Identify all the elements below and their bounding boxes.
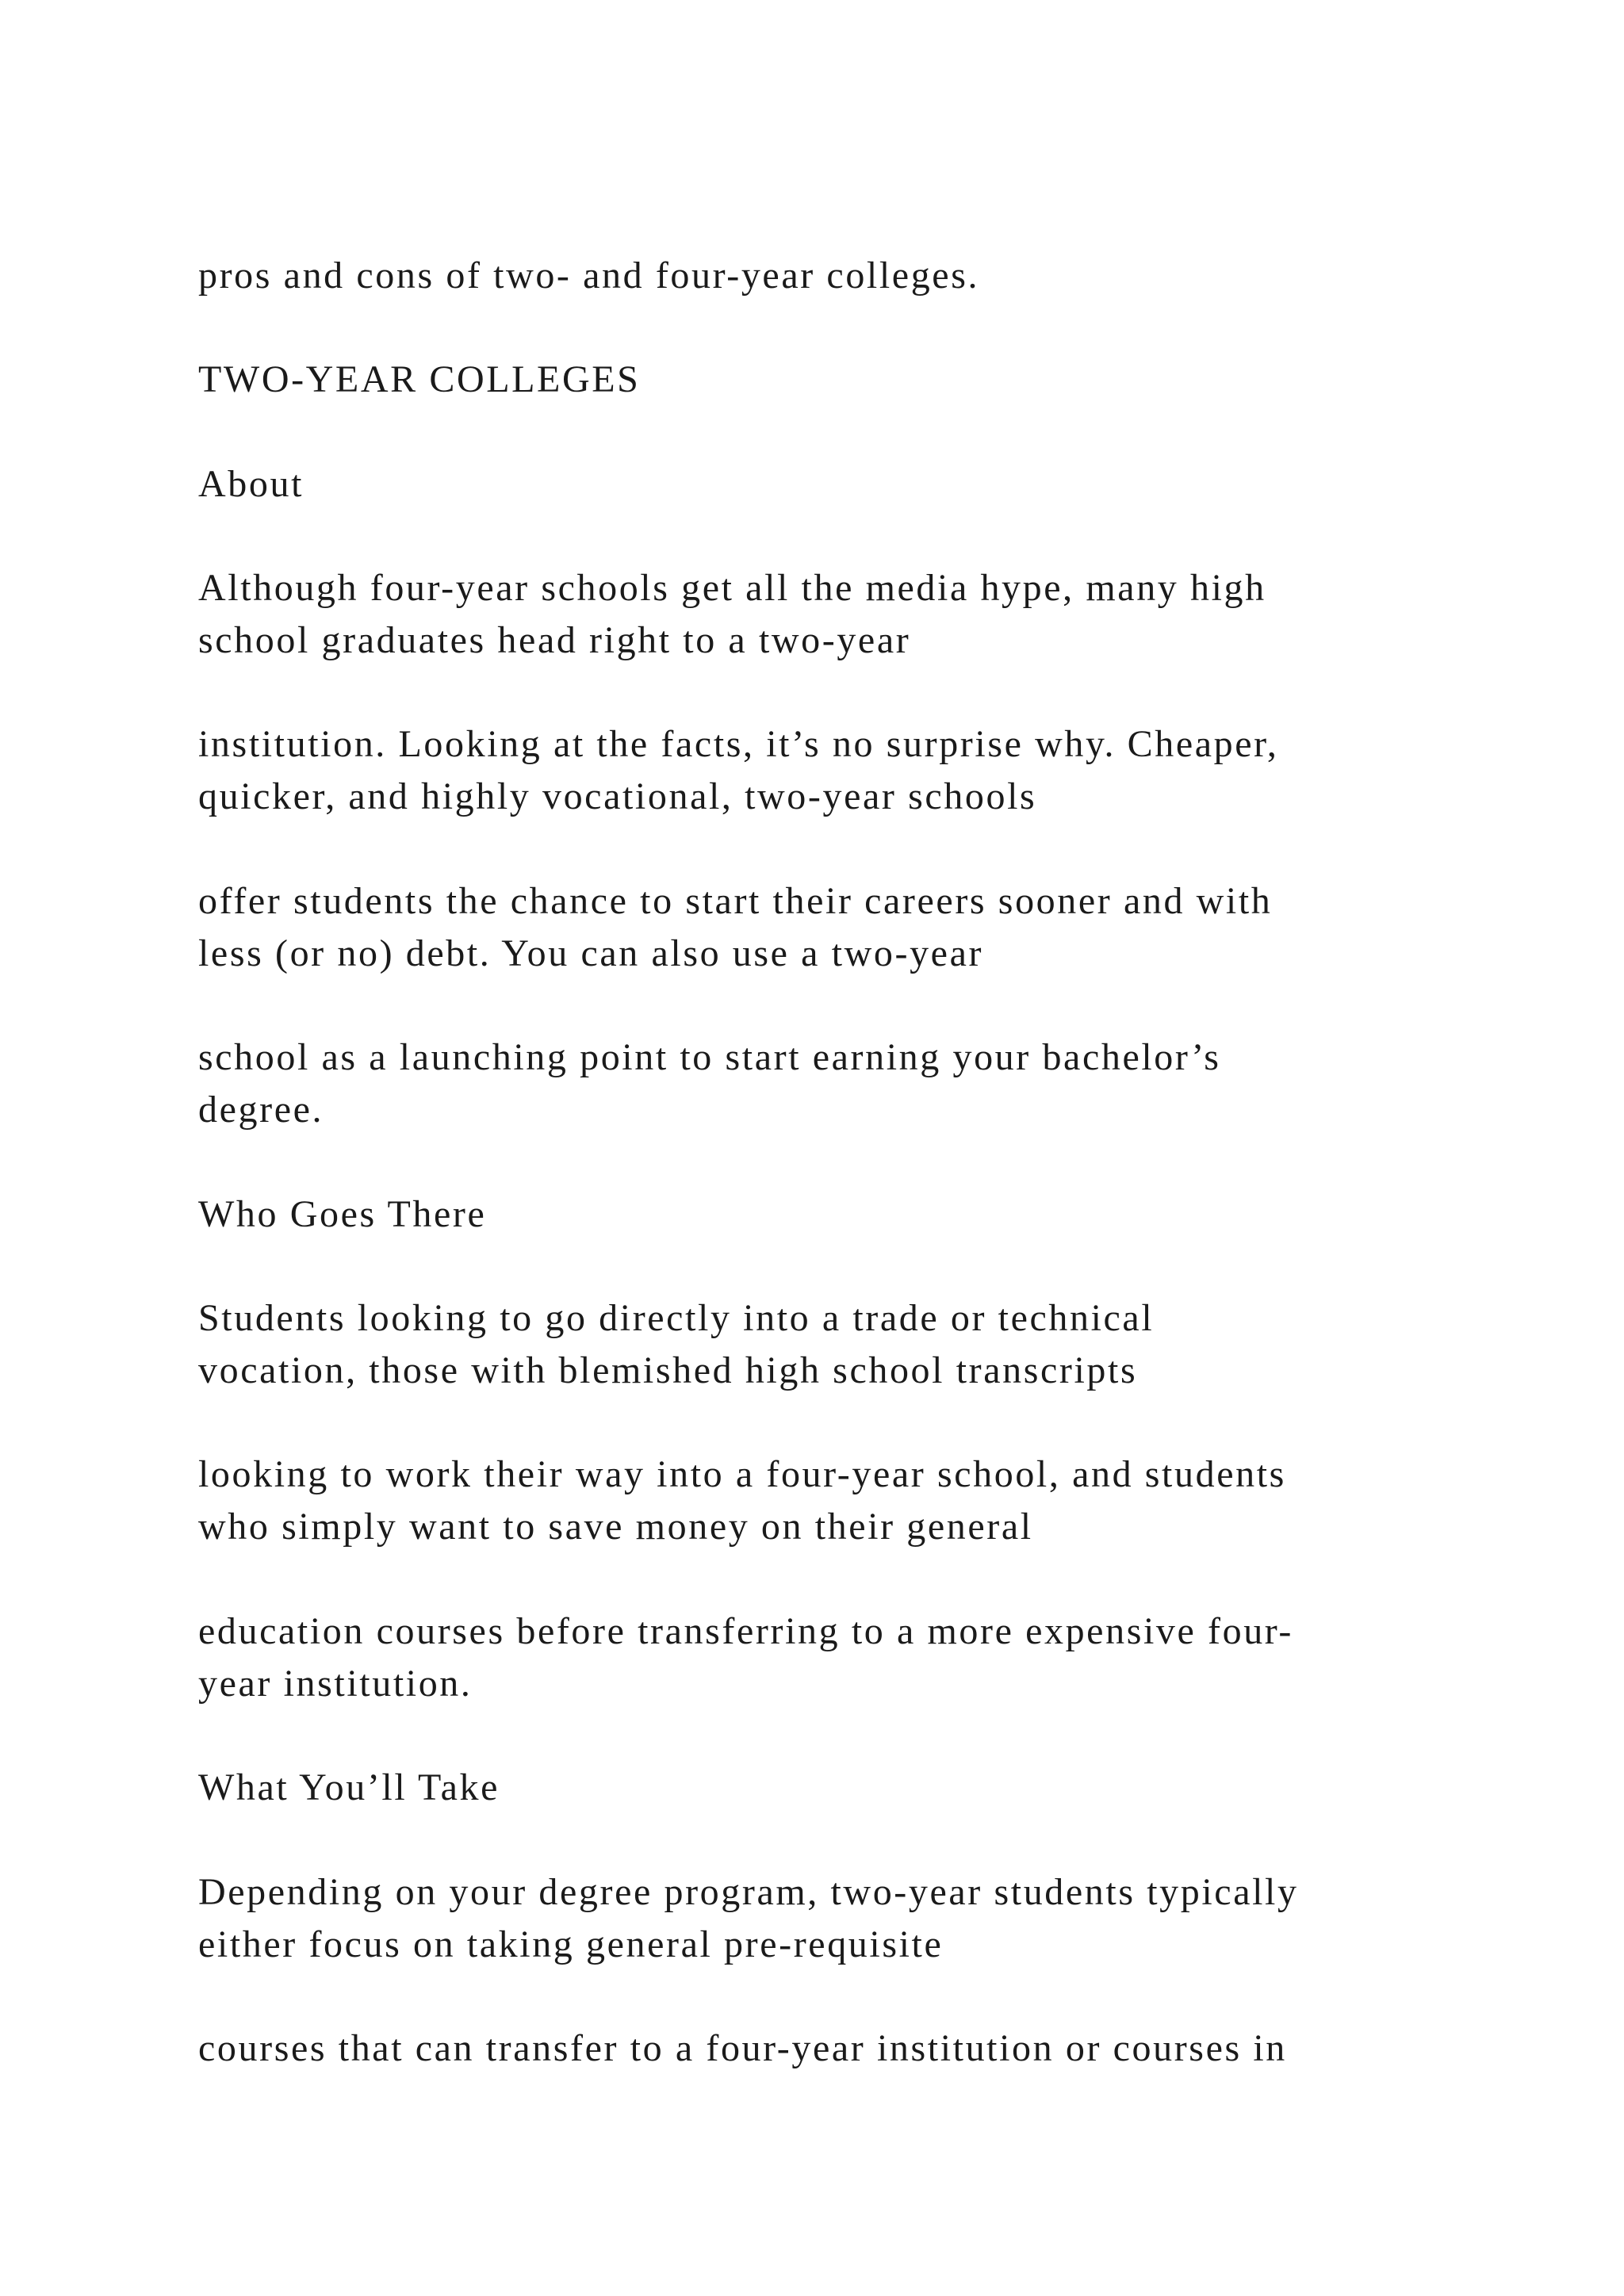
text-line: vocation, those with blemished high school transcripts [198, 1349, 1138, 1391]
text-line: looking to work their way into a four-year school, and students [198, 1453, 1286, 1495]
text-line: institution. Looking at the facts, it’s no surprise why. Cheaper, [198, 723, 1279, 765]
text-line: either focus on taking general pre-requisite [198, 1923, 944, 1965]
text-line: education courses before transferring to a more expensive four- [198, 1610, 1294, 1652]
section-heading-two-year-colleges: TWO-YEAR COLLEGES [198, 358, 641, 400]
text-line: less (or no) debt. You can also use a two-year [198, 932, 984, 974]
text-line: year institution. [198, 1663, 473, 1705]
subheading-what-youll-take: What You’ll Take [198, 1766, 500, 1808]
text-line: school graduates head right to a two-year [198, 619, 911, 661]
subheading-who-goes-there: Who Goes There [198, 1193, 487, 1235]
text-line: school as a launching point to start earning your bachelor’s [198, 1036, 1221, 1078]
text-line: degree. [198, 1089, 324, 1131]
text-line: Although four-year schools get all the media hype, many high [198, 567, 1266, 609]
text-line: Students looking to go directly into a trade or technical [198, 1297, 1155, 1339]
subheading-about: About [198, 463, 304, 505]
text-line: quicker, and highly vocational, two-year schools [198, 775, 1037, 817]
text-line: offer students the chance to start their careers sooner and with [198, 880, 1273, 922]
text-line: who simply want to save money on their general [198, 1506, 1033, 1548]
text-line: pros and cons of two- and four-year colleges. [198, 254, 980, 297]
text-line: courses that can transfer to a four-year institution or courses in [198, 2027, 1287, 2069]
text-line: Depending on your degree program, two-year students typically [198, 1871, 1299, 1913]
